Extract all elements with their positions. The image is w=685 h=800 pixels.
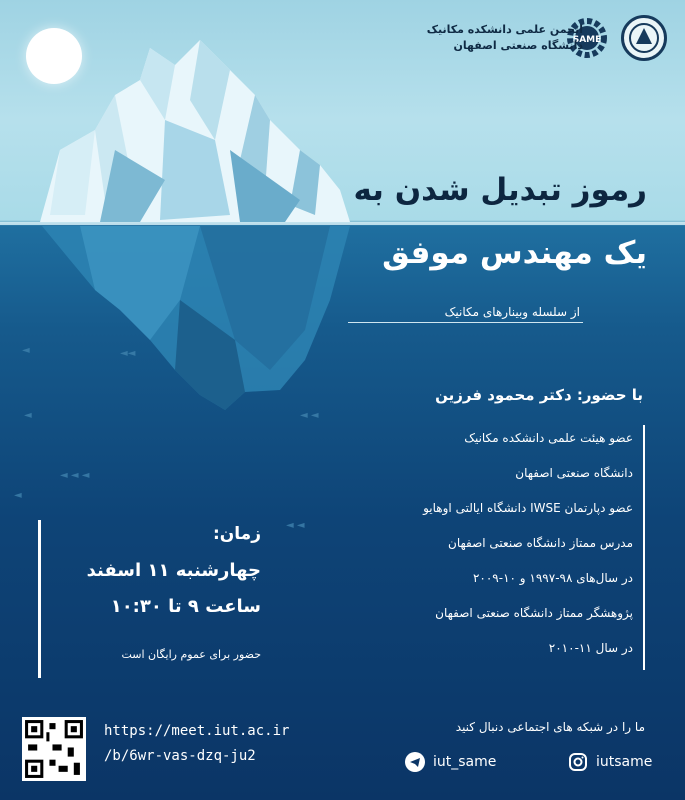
svg-text:SAME: SAME (572, 35, 602, 45)
meeting-link-line-2[interactable]: /b/6wr-vas-dzq-ju2 (104, 748, 256, 764)
fish-icon: ◄ (14, 490, 22, 501)
schedule-label: زمان: (212, 524, 261, 544)
fish-icon: ◄ (24, 410, 32, 421)
schedule-box (38, 520, 281, 678)
instagram-handle: iutsame (596, 754, 653, 770)
webinar-series-subtitle: از سلسله وبینارهای مکانیک (444, 305, 580, 319)
schedule-time: ساعت ۹ تا ۱۰:۳۰ (110, 596, 261, 617)
bio-line: پژوهشگر ممتاز دانشگاه صنعتی اصفهان (435, 606, 633, 620)
bio-line: عضو هیئت علمی دانشکده مکانیک (464, 431, 633, 445)
telegram-handle: iut_same (433, 754, 497, 770)
subtitle-divider (348, 322, 583, 323)
fish-icon: ◄ ◄ ◄ (60, 470, 90, 481)
presenter-bio (353, 425, 645, 670)
presenter-name: با حضور: دکتر محمود فرزین (435, 386, 643, 404)
fish-icon: ◄ ◄ (300, 410, 319, 421)
schedule-day: چهارشنبه ۱۱ اسفند (86, 560, 261, 581)
meeting-link-line-1[interactable]: https://meet.iut.ac.ir (104, 723, 290, 739)
waterline (0, 222, 685, 225)
instagram-icon (568, 752, 588, 772)
fish-icon: ◄ (22, 345, 30, 356)
title-line-1: رموز تبدیل شدن به (353, 172, 647, 208)
university-logo (621, 15, 667, 61)
free-admission-note: حضور برای عموم رایگان است (121, 648, 261, 661)
instagram-link[interactable] (568, 750, 652, 774)
telegram-link[interactable] (405, 750, 496, 774)
fish-icon: ◄ ◄ (286, 520, 305, 531)
bio-line: در سال‌های ۹۸-۱۹۹۷ و ۱۰-۲۰۰۹ (472, 571, 633, 585)
title-line-2: یک مهندس موفق (382, 235, 647, 271)
telegram-icon (405, 752, 425, 772)
fish-icon: ◄◄ (120, 348, 136, 359)
social-follow-heading: ما را در شبکه های اجتماعی دنبال کنید (455, 720, 645, 734)
organization-name (427, 22, 583, 54)
org-line-1: انجمن علمی دانشکده مکانیک (426, 23, 583, 36)
bio-line: مدرس ممتاز دانشگاه صنعتی اصفهان (448, 536, 633, 550)
bio-line: در سال ۱۱-۲۰۱۰ (548, 641, 633, 655)
bio-line: عضو دپارتمان IWSE دانشگاه ایالتی اوهایو (423, 501, 633, 515)
qr-code[interactable] (22, 717, 86, 781)
org-line-2: دانشگاه صنعتی اصفهان (453, 39, 583, 52)
bio-line: دانشگاه صنعتی اصفهان (515, 466, 633, 480)
